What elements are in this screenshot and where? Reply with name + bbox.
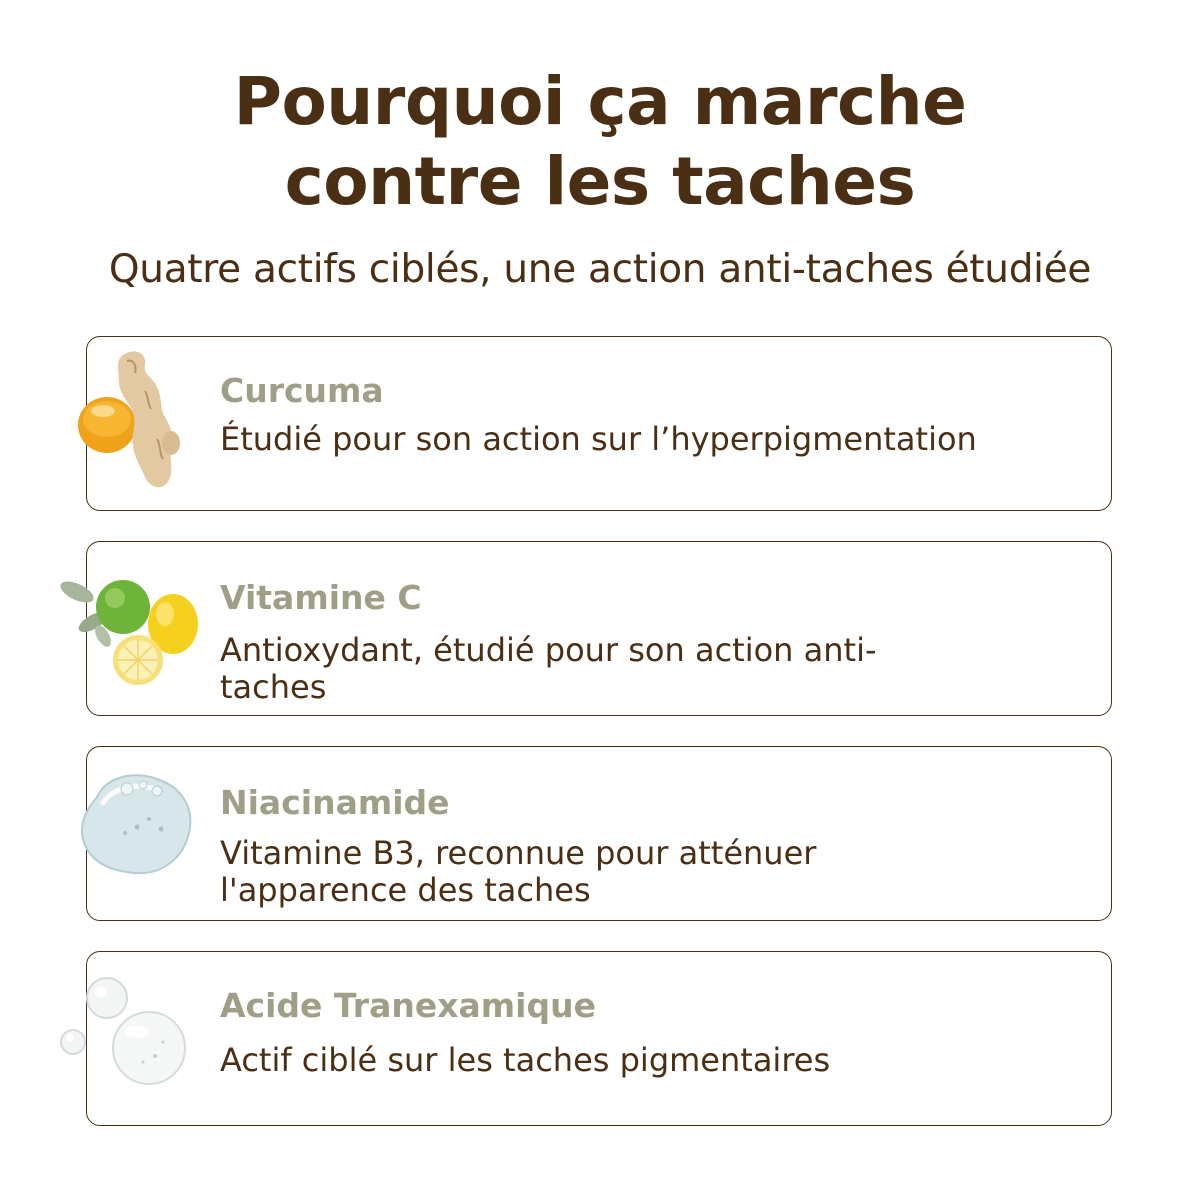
gel-drop-icon bbox=[77, 767, 202, 887]
ingredient-description: Vitamine B3, reconnue pour atténuer l'apparence des taches bbox=[220, 834, 817, 909]
citrus-fruits-icon bbox=[55, 574, 205, 689]
ingredient-card-acide-tranexamique bbox=[86, 951, 1112, 1126]
ingredient-name: Acide Tranexamique bbox=[220, 986, 596, 1025]
serum-drops-icon bbox=[57, 972, 197, 1102]
ingredient-description: Actif ciblé sur les taches pigmentaires bbox=[220, 1041, 831, 1079]
page-subtitle: Quatre actifs ciblés, une action anti-taches étudiée bbox=[108, 247, 1092, 292]
ingredient-name: Vitamine C bbox=[220, 578, 422, 617]
ingredient-description: Étudié pour son action sur l’hyperpigmentation bbox=[220, 420, 977, 458]
ingredient-name: Curcuma bbox=[220, 371, 384, 410]
title-line-2: contre les taches bbox=[284, 143, 916, 220]
title-line-1: Pourquoi ça marche bbox=[233, 63, 967, 140]
ingredient-card-vitamine-c bbox=[86, 541, 1112, 716]
ingredient-card-curcuma bbox=[86, 336, 1112, 511]
ingredient-card-niacinamide bbox=[86, 746, 1112, 921]
turmeric-root-icon bbox=[75, 347, 185, 492]
page-title bbox=[0, 62, 1200, 222]
ingredient-name: Niacinamide bbox=[220, 783, 450, 822]
ingredient-description: Antioxydant, étudié pour son action anti-taches bbox=[220, 631, 877, 706]
